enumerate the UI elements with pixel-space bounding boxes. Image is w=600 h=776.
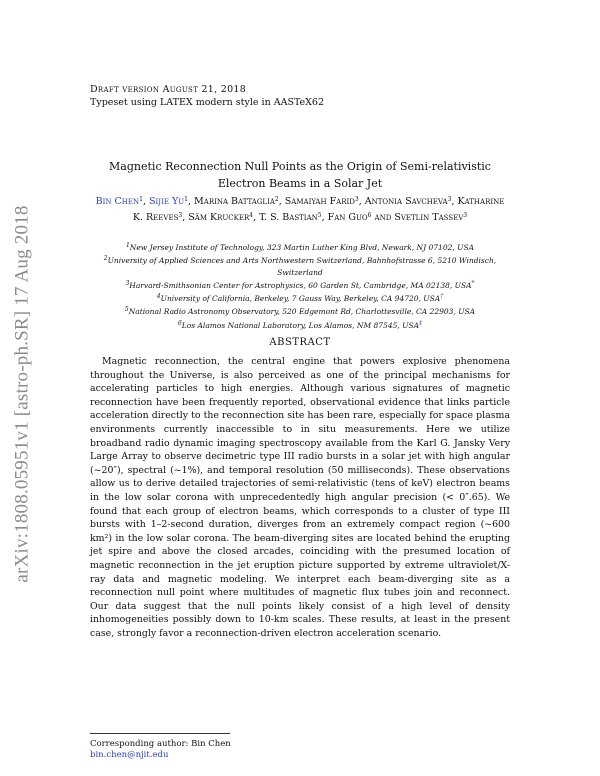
- author-affiliation-number: 3: [354, 196, 359, 203]
- author-name[interactable]: Sijie Yu: [149, 196, 185, 207]
- footnote-rule: [90, 733, 230, 734]
- affiliation-item: [95, 318, 505, 331]
- affiliation-number: 6: [177, 319, 182, 327]
- author-email-link[interactable]: bin.chen@njit.edu: [90, 750, 169, 760]
- author-affiliation-number: 6: [367, 211, 372, 219]
- author-affiliation-number: 4: [249, 211, 254, 219]
- author-affiliation-number: 5: [317, 211, 322, 219]
- affiliation-item: [95, 278, 505, 291]
- affiliation-text: University of California, Berkeley, 7 Gauss Way, Berkeley, CA 94720, USA: [160, 294, 441, 304]
- affiliation-text: National Radio Astronomy Observatory, 520 Edgemont Rd, Charlottesville, CA 22903, USA: [128, 307, 476, 317]
- arxiv-identifier: arXiv:1808.05951v1 [astro-ph.SR] 17 Aug 2018: [12, 205, 34, 583]
- author-name: T. S. Bastian: [259, 211, 318, 223]
- affiliation-list: [95, 240, 505, 331]
- author-list: Bin Chen$^1$, Sijie Yu$^1$, Marina Battaglia$^2$, Samaiyah Farid$^3$, Antonia Savcheva$^3$, Katharine K. Reeves$^3$, Säm Krucker$^4$, T. S. Bastian$^5$, Fan Guo$^6$ and Svetlin Tassev$^3$: [95, 196, 505, 223]
- author-name: Marina Battaglia: [194, 196, 275, 207]
- author-affiliation-number: 1: [139, 196, 143, 203]
- affiliation-text: Los Alamos National Laboratory, Los Alamos, NM 87545, USA: [181, 320, 420, 330]
- affiliation-text: Harvard-Smithsonian Center for Astrophysics, 60 Garden St, Cambridge, MA 02138, USA: [129, 280, 472, 290]
- arxiv-stamp: [8, 168, 38, 620]
- affiliation-number: 3: [125, 279, 130, 287]
- author-connector: and: [374, 211, 392, 223]
- author-affiliation-number: 3: [463, 211, 468, 219]
- abstract-text: Magnetic reconnection, the central engine that powers explosive phenomena throughout the Universe, is also perceived as one of the principal mechanisms for accelerating particles to high energies. Although various signatures of magnetic reconnection have been frequently reported, observational evidence that links particle acceleration directly to the reconnection site has been rare, especially for space plasma environments currently inaccessible to in situ measurements. Here we utilize broadband radio dynamic imaging spectroscopy available from the Karl G. Jansky Very Large Array to observe decimetric type III radio bursts in a solar jet with high angular (~20″), spectral (~1%), and temporal resolution (50 milliseconds). These observations allow us to derive detailed trajectories of semi-relativistic (tens of keV) electron beams in the low solar corona with unprecedentedly high angular precision (< 0″.65). We found that each group of electron beams, which corresponds to a cluster of type III bursts with 1–2-second duration, diverges from an extremely compact region (~600 km²) in the low solar corona. The beam-diverging sites are located behind the erupting jet spire and above the closed arcades, coinciding with the presumed location of magnetic reconnection in the jet eruption picture supported by extreme ultraviolet/X-ray data and magnetic modeling. We interpret each beam-diverging site as a reconnection null point where multitudes of magnetic flux tubes join and reconnect. Our data suggest that the null points likely consist of a high level of density inhomogeneities possibly down to 10-km scales. These results, at least in the present case, strongly favor a reconnection-driven electron acceleration scenario.: [90, 356, 510, 639]
- affiliation-item: [95, 291, 505, 304]
- affiliation-footnote-mark[interactable]: ‡: [419, 319, 423, 327]
- author-name: Fan Guo: [327, 211, 368, 223]
- author-affiliation-number: 3: [178, 211, 183, 219]
- affiliation-number: 5: [124, 306, 129, 314]
- author-name: Svetlin Tassev: [394, 211, 464, 223]
- affiliation-number: 2: [103, 255, 108, 263]
- affiliation-number: 1: [125, 242, 130, 249]
- affiliation-text: New Jersey Institute of Technology, 323 Martin Luther King Blvd, Newark, NJ 07102, USA: [129, 243, 475, 252]
- typeset-note: Typeset using LATEX modern style in AASTeX62: [90, 97, 325, 108]
- author-name: Säm Krucker: [188, 211, 250, 223]
- paper-title: Magnetic Reconnection Null Points as the Origin of Semi-relativistic Electron Beams in a Solar Jet: [109, 160, 491, 190]
- author-affiliation-number: 2: [274, 196, 279, 203]
- author-name: Katharine K. Reeves: [132, 196, 505, 223]
- affiliation-footnote-mark[interactable]: †: [440, 293, 444, 301]
- affiliation-text: University of Applied Sciences and Arts Northwestern Switzerland, Bahnhofstrasse 6, 5210 Windisch, Switzerland: [107, 256, 497, 277]
- author-affiliation-number: 1: [184, 196, 188, 203]
- affiliation-item: [95, 304, 505, 317]
- affiliation-footnote-mark[interactable]: *: [471, 279, 475, 287]
- affiliation-item: [95, 240, 505, 253]
- author-affiliation-number: 3: [447, 196, 452, 203]
- draft-version: Draft version August 21, 2018: [90, 84, 247, 95]
- corresponding-author: Corresponding author: Bin Chen: [90, 739, 231, 749]
- affiliation-number: 4: [156, 293, 161, 301]
- author-name[interactable]: Bin Chen: [95, 196, 140, 207]
- affiliation-item: [95, 253, 505, 278]
- author-name: Antonia Savcheva: [364, 196, 448, 207]
- abstract-heading: ABSTRACT: [269, 337, 331, 348]
- author-name: Samaiyah Farid: [284, 196, 355, 207]
